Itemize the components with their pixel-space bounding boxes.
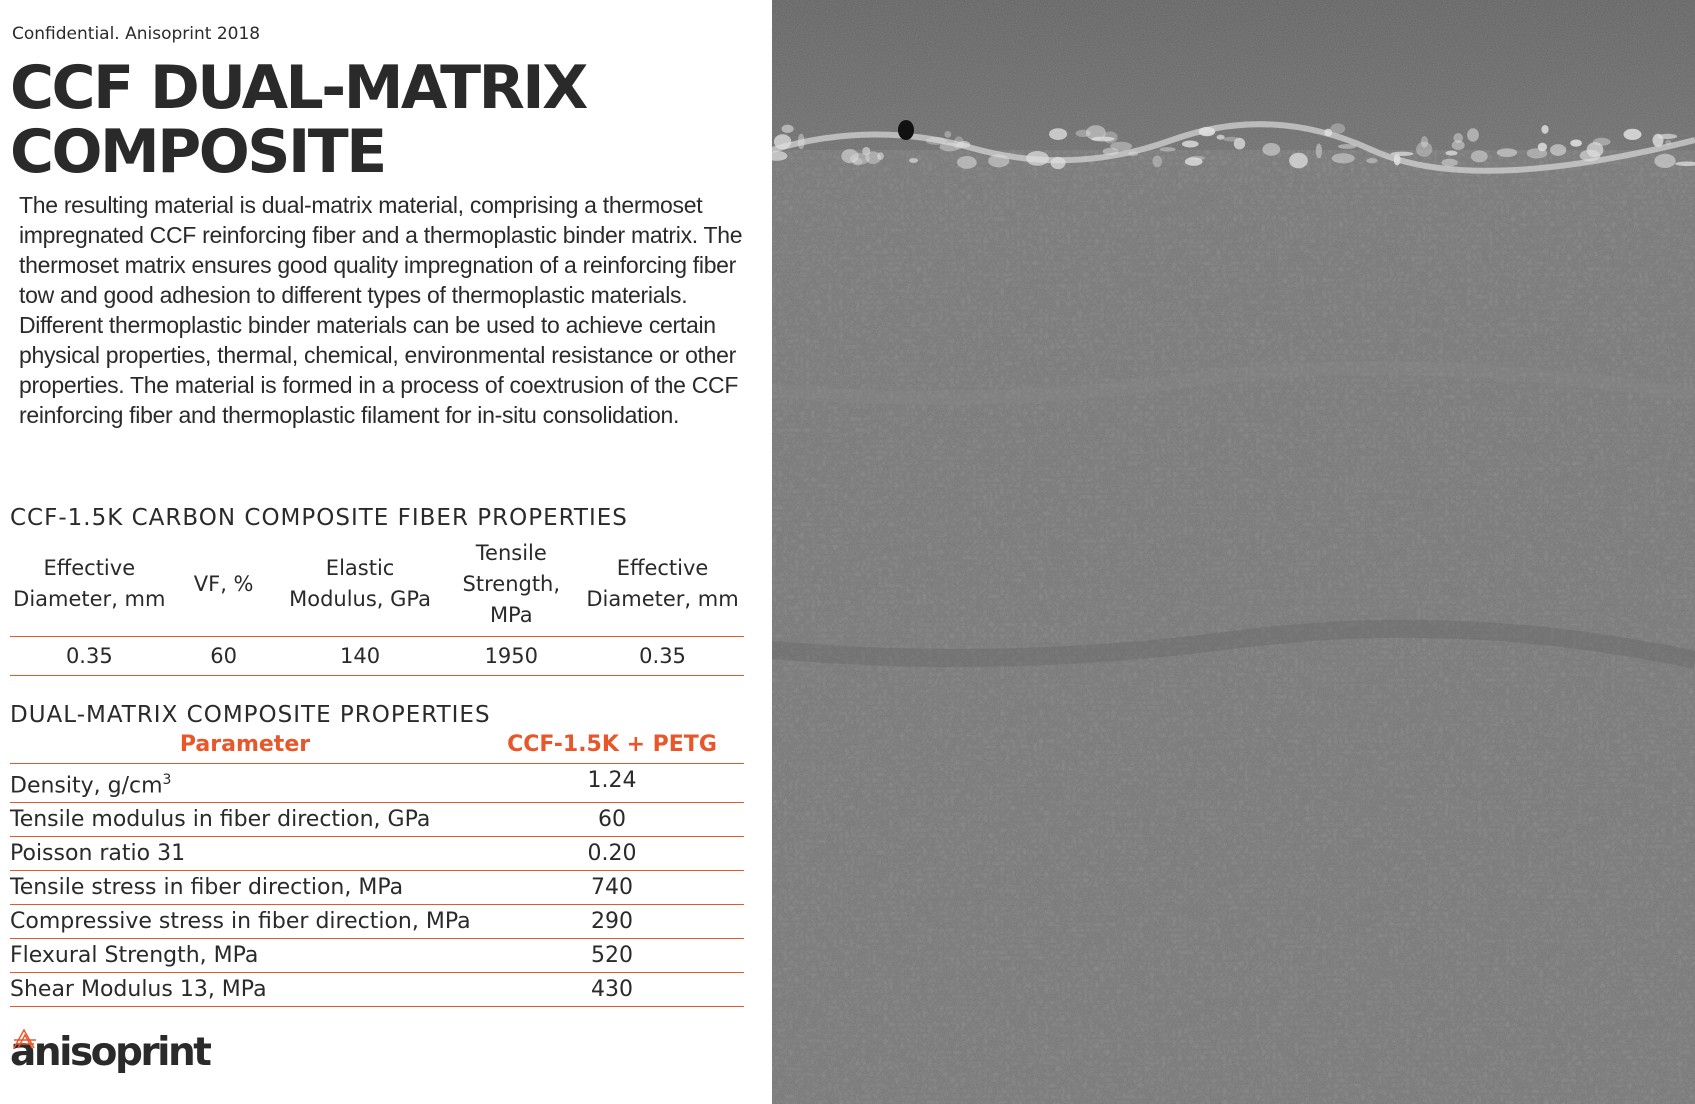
anisoprint-logo-icon: [12, 1028, 38, 1050]
document-panel: [0, 0, 772, 1104]
fiber-col-header: [581, 536, 744, 637]
parameter-cell: [10, 905, 480, 939]
value-col-header: CCF-1.5K + PETG: [480, 731, 744, 764]
parameter-label: Compressive stress in fiber direction, MPa: [10, 909, 471, 935]
table-cell: 140: [279, 637, 442, 676]
table-cell: 1950: [442, 637, 582, 676]
matrix-header-row: [10, 731, 744, 764]
fiber-col-header: [442, 536, 582, 637]
header-line: MPa: [489, 602, 533, 627]
table-row: [10, 871, 744, 905]
logo-wordmark: anisoprint: [10, 1030, 210, 1075]
page-title-line2: COMPOSITE: [10, 117, 385, 187]
parameter-cell: [10, 803, 480, 837]
dual-matrix-table: [10, 731, 744, 1007]
fiber-header-row: [10, 536, 744, 637]
intro-paragraph: The resulting material is dual-matrix material, comprising a thermoset impregnated CCF reinforcing fiber and a thermoplastic binder matrix. The thermoset matrix ensures good quality impregnation of a reinforcing fiber tow and good adhesion to different types of thermoplastic materials. Different thermoplastic binder materials can be used to achieve certain physical properties, thermal, chemical, environmental resistance or other properties. The material is formed in a process of coextrusion of the CCF reinforcing fiber and thermoplastic filament for in-situ consolidation.: [19, 192, 743, 428]
table-cell: 0.35: [581, 637, 744, 676]
parameter-label: Tensile stress in fiber direction, MPa: [10, 875, 404, 901]
header-line: Tensile: [475, 540, 547, 565]
fiber-values-row: [10, 637, 744, 676]
page-title: [10, 53, 750, 187]
anisoprint-logo: [10, 1028, 210, 1084]
table-row: [10, 764, 744, 803]
header-line: Elastic: [325, 556, 395, 580]
fiber-col-header: [169, 536, 279, 637]
fiber-col-header: [279, 536, 442, 637]
header-line: Effective: [616, 556, 709, 580]
table-cell: 0.35: [10, 637, 169, 676]
fiber-properties-table: [10, 536, 744, 676]
table-row: [10, 905, 744, 939]
table-row: [10, 837, 744, 871]
micrograph-texture: [772, 0, 1695, 1104]
value-cell: 1.24: [480, 764, 744, 803]
matrix-body: [10, 764, 744, 1007]
header-line: Diameter, mm: [13, 587, 166, 611]
parameter-label: Flexural Strength, MPa: [10, 943, 259, 969]
confidential-note: Confidential. Anisoprint 2018: [12, 24, 261, 44]
table-row: [10, 803, 744, 837]
value-cell: 0.20: [480, 837, 744, 871]
fiber-col-header: [10, 536, 169, 637]
parameter-cell: [10, 939, 480, 973]
value-cell: 290: [480, 905, 744, 939]
header-line: Effective: [43, 556, 136, 580]
table-cell: 60: [169, 637, 279, 676]
table-row: [10, 939, 744, 973]
value-cell: 60: [480, 803, 744, 837]
parameter-label: Tensile modulus in fiber direction, GPa: [10, 807, 431, 833]
header-line: Strength,: [462, 571, 561, 596]
parameter-cell: [10, 764, 480, 803]
value-cell: 740: [480, 871, 744, 905]
header-line: VF, %: [193, 571, 254, 596]
parameter-label: Poisson ratio 31: [10, 841, 186, 867]
parameter-cell: [10, 837, 480, 871]
unit-superscript: 3: [162, 772, 172, 788]
value-cell: 430: [480, 973, 744, 1007]
table-row: [10, 973, 744, 1007]
parameter-col-header: Parameter: [10, 731, 480, 764]
header-line: Diameter, mm: [586, 587, 739, 611]
dual-matrix-heading: DUAL-MATRIX COMPOSITE PROPERTIES: [10, 702, 491, 728]
parameter-label: Density, g/cm: [10, 773, 163, 799]
parameter-label: Shear Modulus 13, MPa: [10, 977, 267, 1003]
header-line: Modulus, GPa: [289, 587, 432, 611]
value-cell: 520: [480, 939, 744, 973]
sem-micrograph-image: [772, 0, 1695, 1104]
fiber-properties-heading: CCF-1.5K CARBON COMPOSITE FIBER PROPERTIES: [10, 505, 628, 531]
parameter-cell: [10, 973, 480, 1007]
page-title-line1: CCF DUAL-MATRIX: [10, 53, 586, 123]
parameter-cell: [10, 871, 480, 905]
